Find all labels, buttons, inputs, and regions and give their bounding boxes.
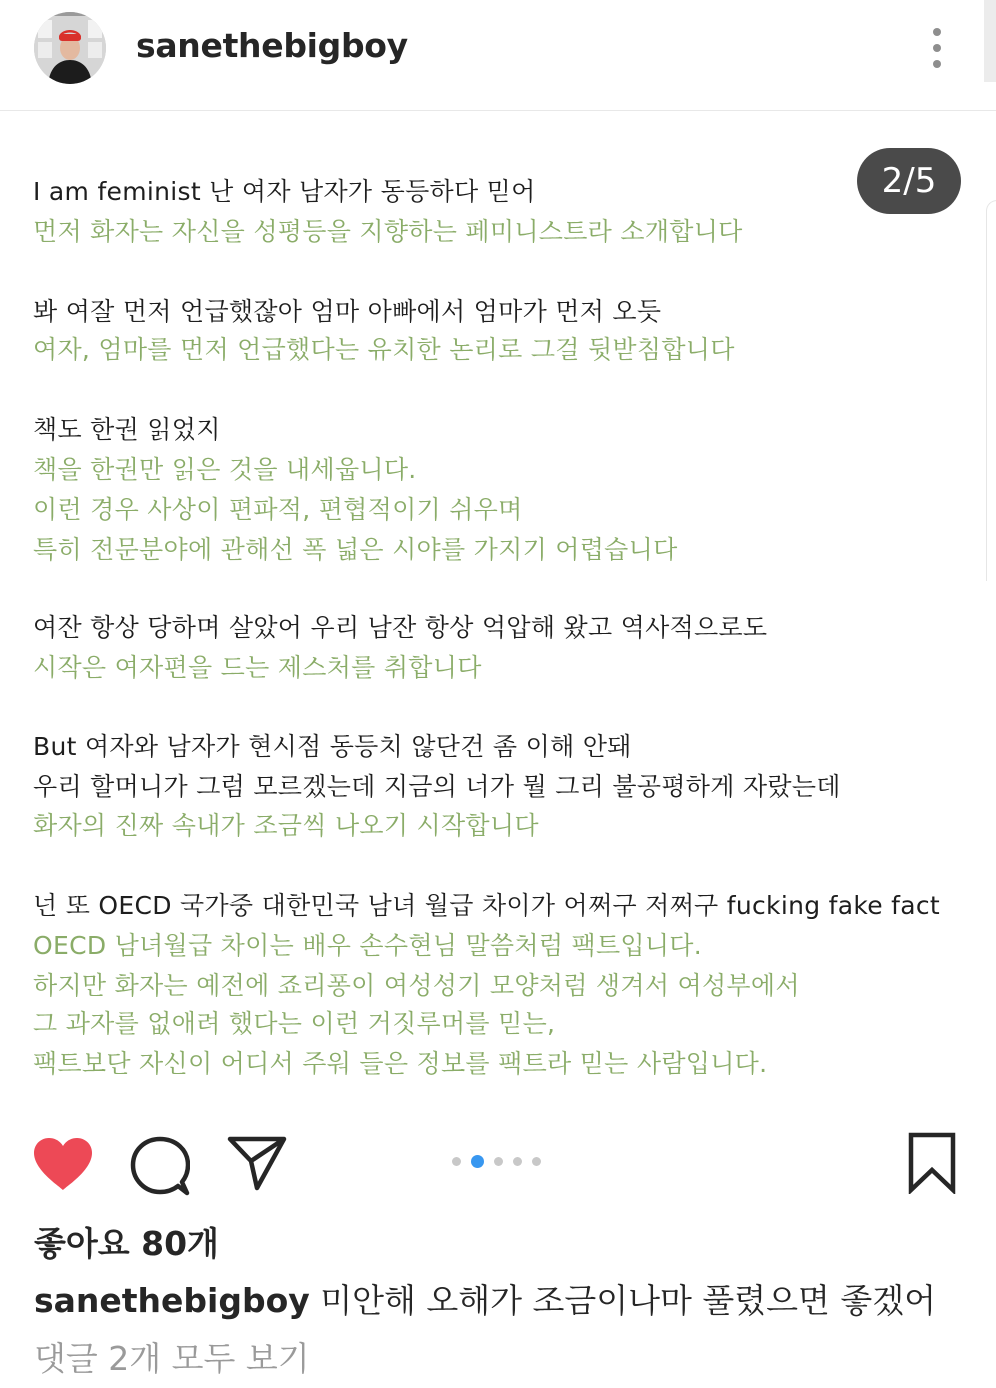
post-line: 여자, 엄마를 먼저 언급했다는 유치한 논리로 그걸 뒷받침합니다 bbox=[33, 335, 735, 364]
post-line: 팩트보단 자신이 어디서 주워 들은 정보를 팩트라 믿는 사람입니다. bbox=[33, 1049, 768, 1078]
post-line: But 여자와 남자가 현시점 동등치 않단건 좀 이해 안돼 bbox=[33, 732, 632, 761]
caption-text: 미안해 오해가 조금이나마 풀렸으면 좋겠어 bbox=[309, 1281, 937, 1320]
post-line: 책도 한권 읽었지 bbox=[33, 415, 221, 444]
bookmark-icon[interactable] bbox=[906, 1132, 958, 1194]
post-line: 먼저 화자는 자신을 성평등을 지향하는 페미니스트라 소개합니다 bbox=[33, 217, 743, 246]
post-line: 하지만 화자는 예전에 죠리퐁이 여성성기 모양처럼 생겨서 여성부에서 bbox=[33, 971, 800, 1000]
post-line: 이런 경우 사상이 편파적, 편협적이기 쉬우며 bbox=[33, 495, 523, 524]
comment-bubble-icon[interactable] bbox=[130, 1136, 190, 1196]
carousel-dot bbox=[494, 1157, 503, 1166]
avatar[interactable] bbox=[34, 12, 106, 84]
post-line: 넌 또 OECD 국가중 대한민국 남녀 월급 차이가 어쩌구 저쩌구 fucking fake fact bbox=[33, 891, 941, 920]
post-line: 책을 한권만 읽은 것을 내세웁니다. bbox=[33, 455, 417, 484]
post-line: 봐 여잘 먼저 언급했잖아 엄마 아빠에서 엄마가 먼저 오듯 bbox=[33, 297, 662, 326]
scrollbar bbox=[984, 0, 996, 82]
likes-count[interactable]: 좋아요 80개 bbox=[34, 1224, 219, 1263]
view-all-comments-link[interactable]: 댓글 2개 모두 보기 bbox=[34, 1339, 310, 1378]
carousel-dot bbox=[532, 1157, 541, 1166]
carousel-dot bbox=[513, 1157, 522, 1166]
post-line: 화자의 진짜 속내가 조금씩 나오기 시작합니다 bbox=[33, 811, 539, 840]
heart-filled-icon[interactable] bbox=[32, 1136, 94, 1192]
header-username[interactable]: sanethebigboy bbox=[136, 26, 408, 65]
post-line: 시작은 여자편을 드는 제스처를 취합니다 bbox=[33, 653, 482, 682]
carousel-dot bbox=[452, 1157, 461, 1166]
post-line: 그 과자를 없애려 했다는 이런 거짓루머를 믿는, bbox=[33, 1009, 556, 1038]
profile-avatar-image bbox=[34, 12, 106, 84]
post-line: 여잔 항상 당하며 살았어 우리 남잔 항상 억압해 왔고 역사적으로도 bbox=[33, 613, 768, 642]
post-line: I am feminist 난 여자 남자가 동등하다 믿어 bbox=[33, 177, 536, 206]
post-line: OECD 남녀월급 차이는 배우 손수현님 말씀처럼 팩트입니다. bbox=[33, 931, 703, 960]
caption-username[interactable]: sanethebigboy bbox=[34, 1281, 310, 1320]
more-vertical-icon[interactable] bbox=[926, 26, 948, 70]
post-caption bbox=[34, 1275, 936, 1322]
post-line: 우리 할머니가 그럼 모르겠는데 지금의 너가 뭘 그리 불공평하게 자랐는데 bbox=[33, 772, 841, 801]
post-header bbox=[0, 0, 996, 111]
carousel-dot-active bbox=[471, 1155, 484, 1168]
carousel-page-counter: 2/5 bbox=[857, 148, 961, 214]
post-image[interactable] bbox=[0, 111, 996, 1101]
paper-plane-icon[interactable] bbox=[226, 1134, 288, 1192]
post-line: 특히 전문분야에 관해선 폭 넓은 시야를 가지기 어렵습니다 bbox=[33, 535, 678, 564]
